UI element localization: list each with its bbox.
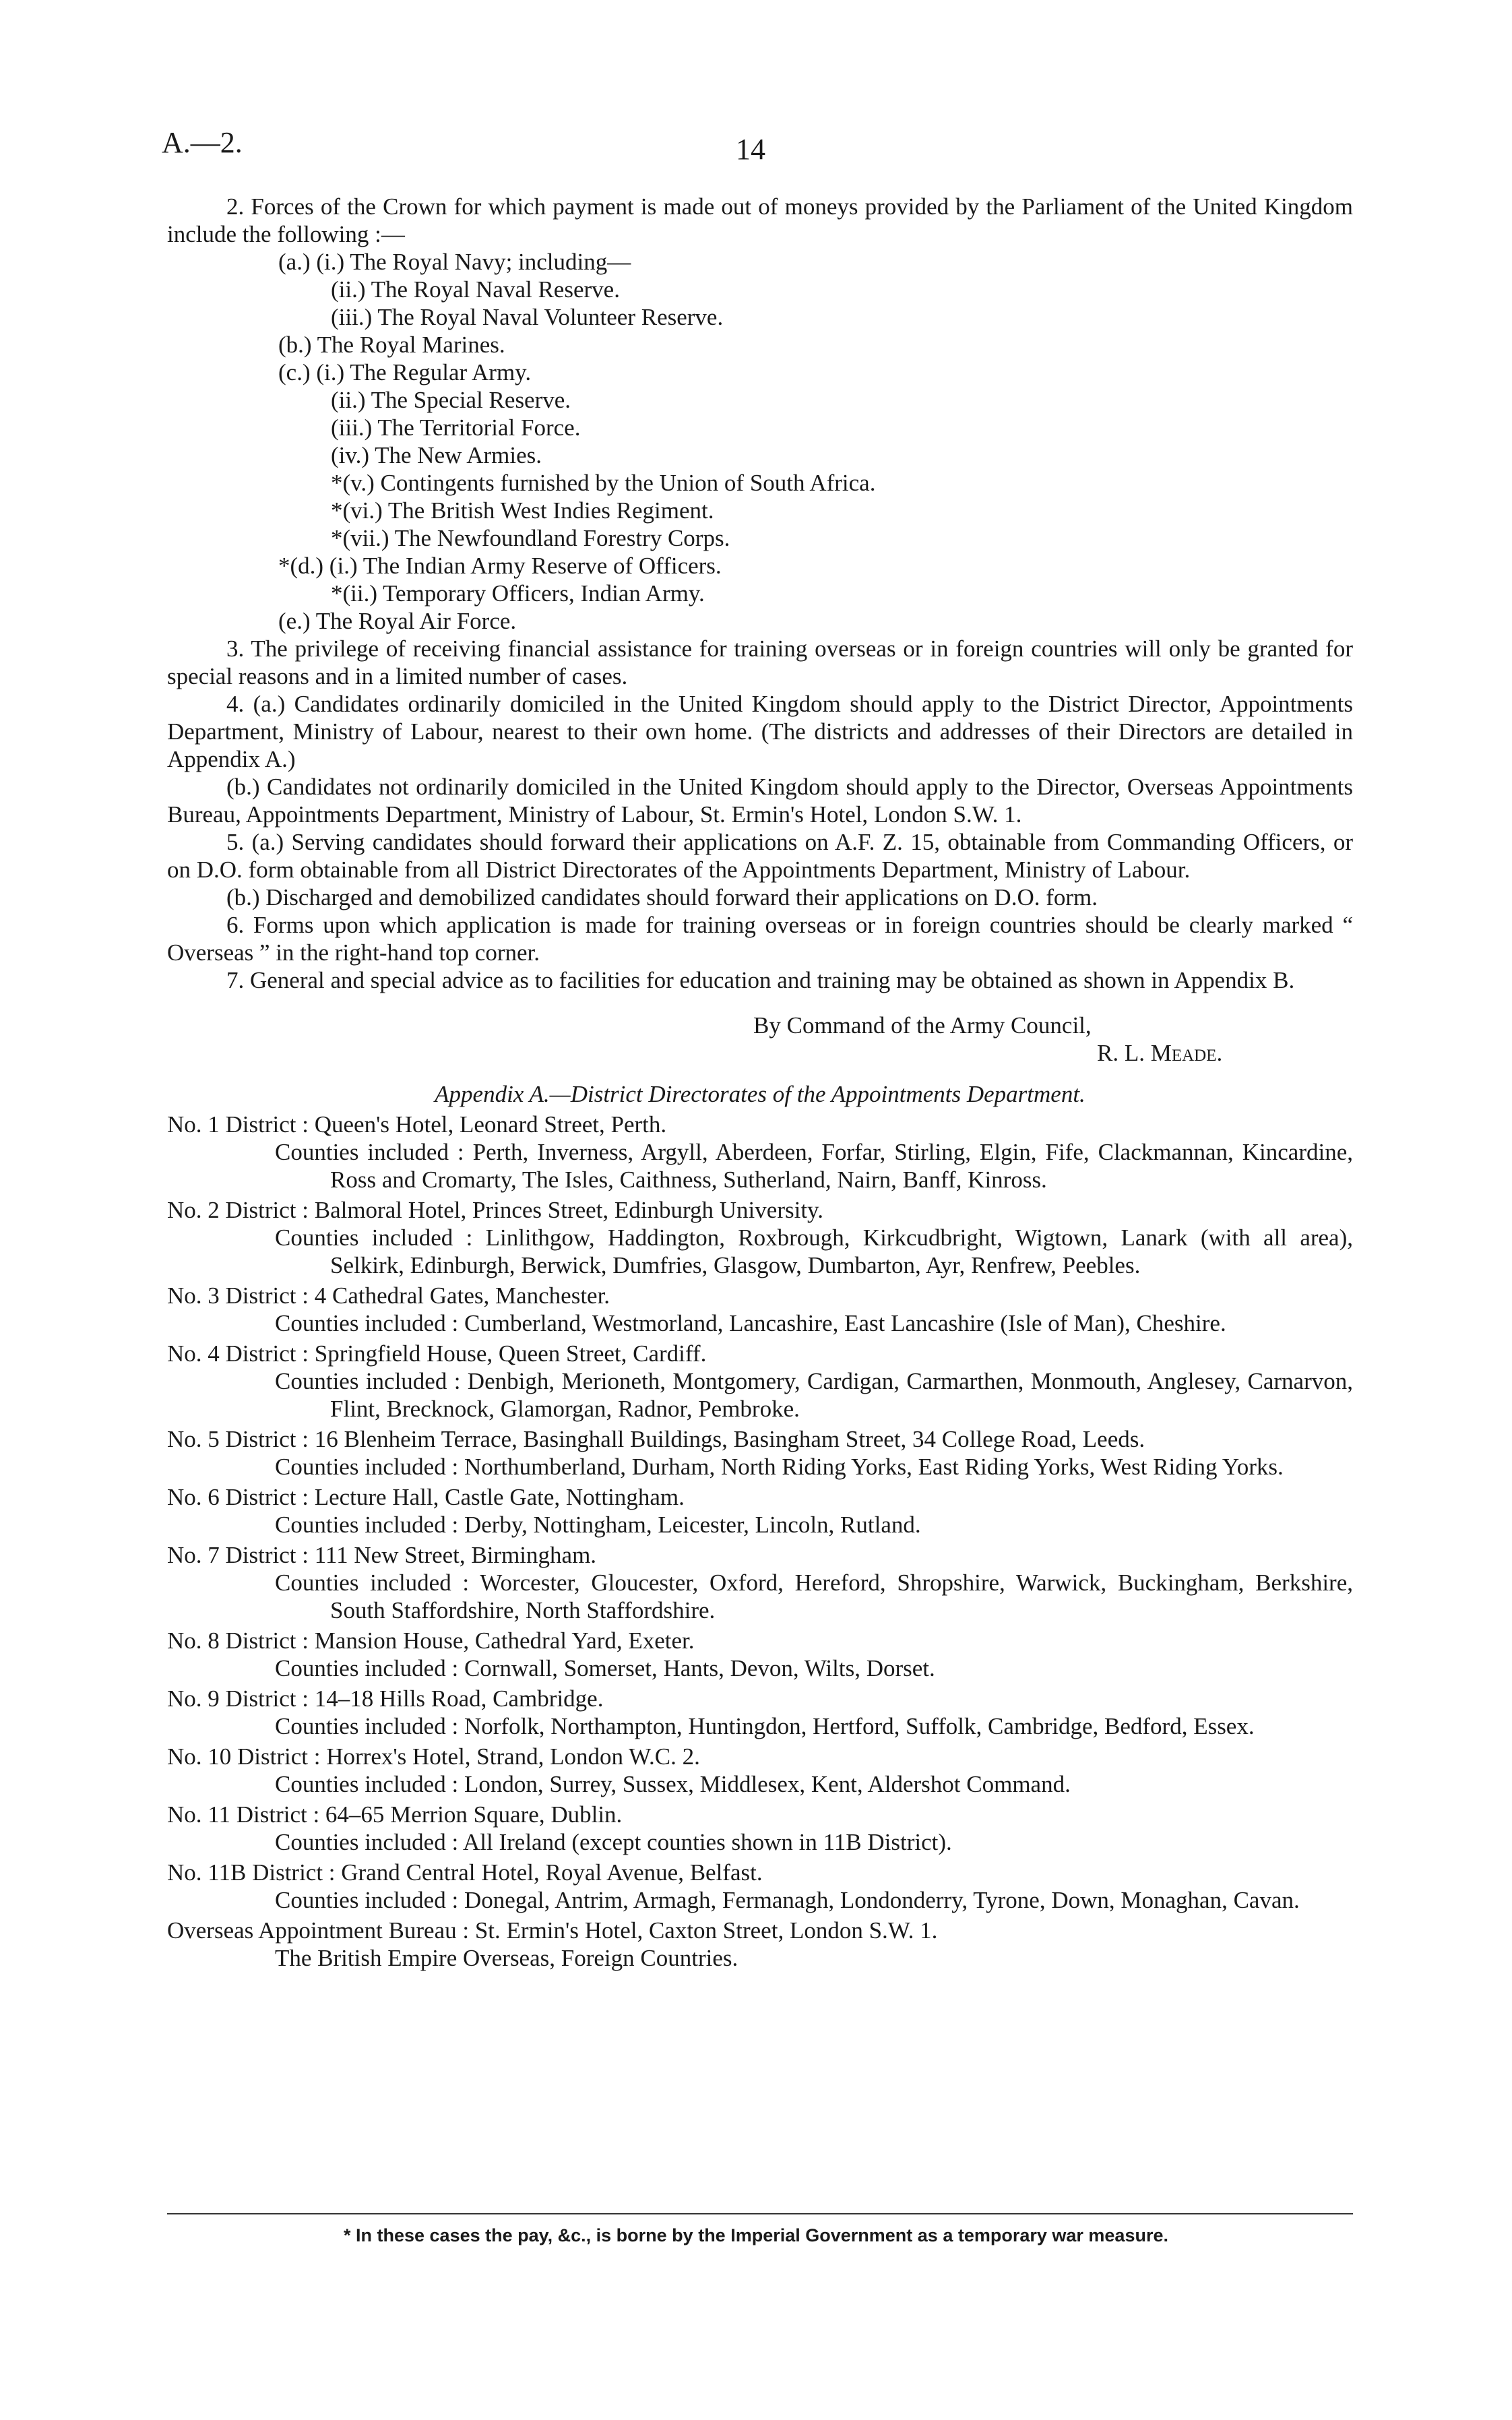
- district-counties-block: [167, 1886, 1353, 1914]
- district-heading: No. 2 District : Balmoral Hotel, Princes Street, Edinburgh University.: [167, 1197, 824, 1223]
- district-counties: Counties included : London, Surrey, Sussex, Middlesex, Kent, Aldershot Command.: [275, 1771, 1071, 1797]
- district-counties: Counties included : Northumberland, Durham, North Riding Yorks, East Riding Yorks, West Riding Yorks.: [275, 1454, 1284, 1480]
- paragraph-6: 6. Forms upon which application is made for training overseas or in foreign countries should be clearly marked “ Overseas ” in the right-hand top corner.: [167, 912, 1353, 966]
- district-counties-block: [167, 1944, 1353, 1972]
- district-counties: Counties included : Linlithgow, Haddington, Roxbrough, Kirkcudbright, Wigtown, Lanark (with all area), Selkirk, Edinburgh, Berwick, Dumfries, Glasgow, Dumbarton, Ayr, Renfrew, Peebles.: [275, 1224, 1353, 1278]
- appendix-title: Appendix A.—District Directorates of the Appointments Department.: [435, 1081, 1085, 1107]
- forces-list: [167, 248, 1353, 635]
- district-counties-block: [167, 1654, 1353, 1682]
- district-counties: Counties included : Worcester, Gloucester, Oxford, Hereford, Shropshire, Warwick, Buckingham, Berkshire, South Staffordshire, North Staffordshire.: [275, 1570, 1353, 1623]
- district-counties-block: [167, 1224, 1353, 1279]
- district-counties-block: [167, 1511, 1353, 1539]
- forces-item: *(d.) (i.) The Indian Army Reserve of Officers.: [278, 553, 722, 579]
- district-list: [167, 1111, 1353, 1972]
- district-counties: Counties included : Norfolk, Northampton, Huntingdon, Hertford, Suffolk, Cambridge, Bedford, Essex.: [275, 1713, 1255, 1739]
- district-heading: No. 10 District : Horrex's Hotel, Strand, London W.C. 2.: [167, 1743, 700, 1770]
- district-counties: The British Empire Overseas, Foreign Countries.: [275, 1945, 738, 1971]
- forces-item: (e.) The Royal Air Force.: [278, 608, 517, 634]
- district-heading: No. 4 District : Springfield House, Queen Street, Cardiff.: [167, 1340, 707, 1367]
- forces-item: *(vi.) The British West Indies Regiment.: [331, 497, 714, 524]
- district-counties-block: [167, 1569, 1353, 1624]
- paragraph-7: 7. General and special advice as to facilities for education and training may be obtained as shown in Appendix B.: [226, 967, 1295, 993]
- district-counties-block: [167, 1828, 1353, 1856]
- forces-item: (iv.) The New Armies.: [331, 442, 542, 468]
- document-body: [167, 193, 1353, 1972]
- forces-item: (ii.) The Royal Naval Reserve.: [331, 276, 620, 303]
- forces-item: (ii.) The Special Reserve.: [331, 387, 571, 413]
- district-heading: Overseas Appointment Bureau : St. Ermin's Hotel, Caxton Street, London S.W. 1.: [167, 1917, 938, 1944]
- forces-item: *(ii.) Temporary Officers, Indian Army.: [331, 580, 705, 607]
- forces-item: *(v.) Contingents furnished by the Union of South Africa.: [331, 470, 876, 496]
- paragraph-4a: 4. (a.) Candidates ordinarily domiciled in the United Kingdom should apply to the District Director, Appointments Department, Ministry of Labour, nearest to their own home. (The districts and addresses of their Directors are detailed in Appendix A.): [167, 691, 1353, 772]
- district-counties: Counties included : Denbigh, Merioneth, Montgomery, Cardigan, Carmarthen, Monmouth, Anglesey, Carnarvon, Flint, Brecknock, Glamorgan, Radnor, Pembroke.: [275, 1368, 1353, 1422]
- forces-item: (b.) The Royal Marines.: [278, 332, 505, 358]
- document-reference: A.—2.: [162, 126, 243, 159]
- district-heading: No. 1 District : Queen's Hotel, Leonard Street, Perth.: [167, 1111, 667, 1138]
- forces-item: *(vii.) The Newfoundland Forestry Corps.: [331, 525, 730, 551]
- district-heading: No. 9 District : 14–18 Hills Road, Cambridge.: [167, 1685, 604, 1712]
- district-heading: No. 11B District : Grand Central Hotel, Royal Avenue, Belfast.: [167, 1859, 763, 1886]
- district-counties: Counties included : Cumberland, Westmorland, Lancashire, East Lancashire (Isle of Man), Cheshire.: [275, 1310, 1226, 1336]
- district-counties-block: [167, 1712, 1353, 1740]
- paragraph-3: 3. The privilege of receiving financial assistance for training overseas or in foreign countries will only be granted for special reasons and in a limited number of cases.: [167, 635, 1353, 689]
- page-number: 14: [736, 133, 765, 166]
- district-counties-block: [167, 1770, 1353, 1798]
- paragraph-4b: (b.) Candidates not ordinarily domiciled in the United Kingdom should apply to the Director, Overseas Appointments Bureau, Appointments Department, Ministry of Labour, St. Ermin's Hotel, London S.W. 1.: [167, 774, 1353, 828]
- district-counties: Counties included : All Ireland (except counties shown in 11B District).: [275, 1829, 952, 1855]
- paragraph-2-intro: 2. Forces of the Crown for which payment is made out of moneys provided by the Parliament of the United Kingdom include the following :—: [167, 193, 1353, 247]
- signature-line: By Command of the Army Council,: [753, 1012, 1092, 1038]
- paragraph-5a: 5. (a.) Serving candidates should forward their applications on A.F. Z. 15, obtainable from Commanding Officers, or on D.O. form obtainable from all District Directorates of the Appointments Department, Ministry of Labour.: [167, 829, 1353, 883]
- forces-item: (a.) (i.) The Royal Navy; including—: [278, 249, 631, 275]
- signatory-name: R. L. Meade.: [1097, 1040, 1223, 1066]
- district-counties: Counties included : Perth, Inverness, Argyll, Aberdeen, Forfar, Stirling, Elgin, Fife, Clackmannan, Kincardine, Ross and Cromarty, The Isles, Caithness, Sutherland, Nairn, Banff, Kinross.: [275, 1139, 1353, 1193]
- forces-item: (c.) (i.) The Regular Army.: [278, 359, 532, 385]
- district-counties-block: [167, 1367, 1353, 1423]
- forces-item: (iii.) The Territorial Force.: [331, 414, 581, 441]
- district-counties-block: [167, 1138, 1353, 1193]
- district-counties: Counties included : Cornwall, Somerset, Hants, Devon, Wilts, Dorset.: [275, 1655, 935, 1681]
- district-heading: No. 8 District : Mansion House, Cathedral Yard, Exeter.: [167, 1627, 695, 1654]
- district-counties: Counties included : Donegal, Antrim, Armagh, Fermanagh, Londonderry, Tyrone, Down, Monaghan, Cavan.: [275, 1887, 1300, 1913]
- footnote-rule: [167, 2213, 1353, 2214]
- district-heading: No. 11 District : 64–65 Merrion Square, Dublin.: [167, 1801, 623, 1828]
- paragraph-5b: (b.) Discharged and demobilized candidates should forward their applications on D.O. form.: [226, 884, 1098, 910]
- district-heading: No. 7 District : 111 New Street, Birmingham.: [167, 1542, 597, 1568]
- district-counties: Counties included : Derby, Nottingham, Leicester, Lincoln, Rutland.: [275, 1512, 921, 1538]
- district-heading: No. 3 District : 4 Cathedral Gates, Manchester.: [167, 1282, 610, 1309]
- district-heading: No. 6 District : Lecture Hall, Castle Gate, Nottingham.: [167, 1484, 685, 1510]
- forces-item: (iii.) The Royal Naval Volunteer Reserve.: [331, 304, 724, 330]
- district-heading: No. 5 District : 16 Blenheim Terrace, Basinghall Buildings, Basingham Street, 34 College Road, Leeds.: [167, 1426, 1145, 1452]
- district-counties-block: [167, 1453, 1353, 1481]
- footnote: * In these cases the pay, &c., is borne by the Imperial Government as a temporary war measure.: [344, 2225, 1168, 2245]
- district-counties-block: [167, 1309, 1353, 1337]
